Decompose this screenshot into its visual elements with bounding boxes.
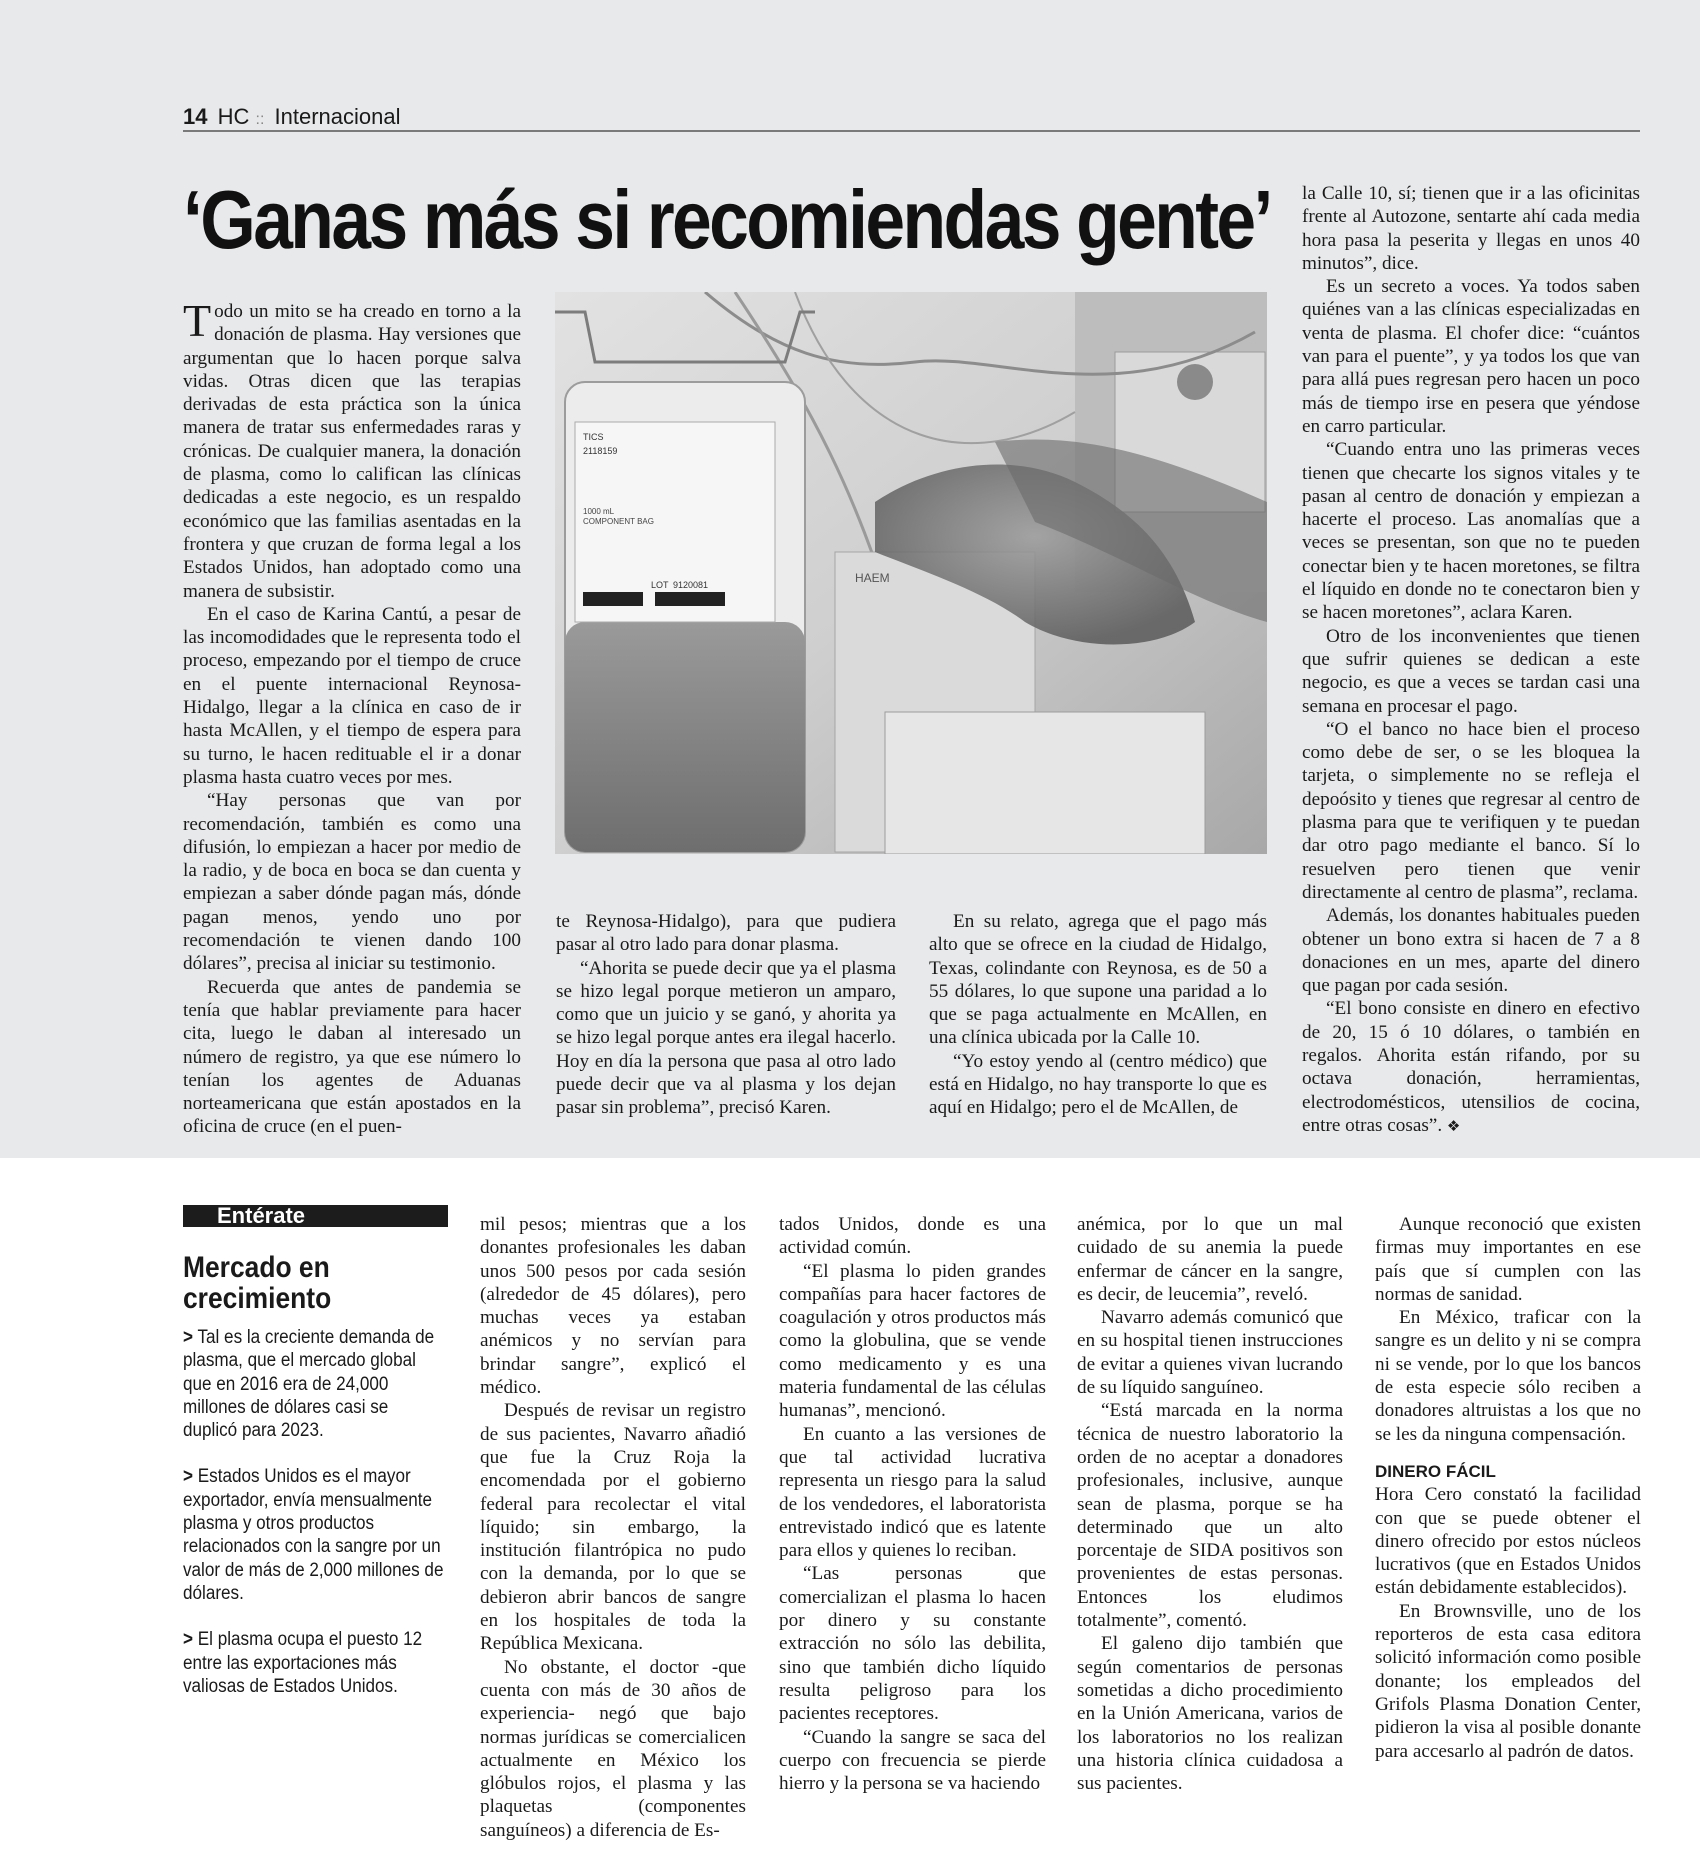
sidebar-item bbox=[183, 1465, 444, 1605]
lead-paragraph bbox=[183, 295, 521, 603]
paragraph: En cuanto a las versiones de que tal actividad lucrativa representa un riesgo para la salud de los vendedores, el laboratorista entrevistado indicó que es latente para ellos y quienes lo reciban. bbox=[779, 1423, 1046, 1562]
bag-brand-label: TICS bbox=[583, 432, 604, 442]
paragraph: “O el banco no hace bien el proceso como debe de ser, o se les bloquea la tarjeta, o simplemente no se refleja el depoósito y tienes que regresar al centro de plasma para que te verifiquen y te puedan dar otro pago mediante el banco. Sí lo resuelven pero tienen que venir directamente al centro de plasma”, reclama. bbox=[1302, 718, 1640, 903]
article-photo bbox=[555, 292, 1267, 854]
drop-cap: T bbox=[183, 295, 212, 346]
plasma-bag-photo bbox=[555, 292, 1267, 854]
paragraph: Aunque reconoció que existen firmas muy importantes en ese país que sí cumplen con las normas de sanidad. bbox=[1375, 1214, 1641, 1305]
bag-code-label: 2118159 bbox=[583, 446, 618, 456]
paragraph: Después de revisar un registro de sus pacientes, Navarro añadió que fue la Cruz Roja la encomendada por el gobierno federal para recolectar el vital líquido; sin embargo, la institución filantrópica no pudo con la demanda, por lo que se debieron abrir bancos de sangre en los hospitales de toda la República Mexicana. bbox=[480, 1400, 746, 1655]
machine-label: HAEM bbox=[855, 571, 890, 585]
end-mark-icon: ❖ bbox=[1446, 1116, 1461, 1135]
paragraph: anémica, por lo que un mal cuidado de su anemia la puede enfermar de cáncer en la sangre, es decir, de leucemia”, reveló. bbox=[1077, 1214, 1343, 1305]
bag-type-label: COMPONENT BAG bbox=[583, 517, 654, 526]
bag-volume-label: 1000 mL bbox=[583, 507, 615, 516]
article-column-2 bbox=[556, 910, 896, 1120]
bottom-column-1 bbox=[480, 1213, 746, 1842]
paragraph: Recuerda que antes de pandemia se tenía que hablar previamente para hacer cita, luego le daban al interesado un número de registro, ya que ese número lo tenían los agentes de Aduanas norteamericana que están apostados en la oficina de cruce (en el puen- bbox=[183, 976, 521, 1138]
lot-number: 9120081 bbox=[673, 580, 709, 590]
sidebar-title: Mercado en crecimiento bbox=[183, 1251, 332, 1315]
page-header bbox=[183, 104, 1640, 132]
paragraph bbox=[1302, 997, 1640, 1138]
sidebar-item bbox=[183, 1628, 444, 1698]
brand-separator: :: bbox=[255, 111, 265, 128]
paragraph: “El plasma lo piden grandes compañías para hacer factores de coagulación y otros productos más como la globulina, que se vende como medicamento y es una materia fundamental de las células humanas”, mencionó. bbox=[779, 1260, 1046, 1422]
sidebar-tag-label: Entérate bbox=[217, 1203, 306, 1228]
paragraph: En el caso de Karina Cantú, a pesar de las incomodidades que le representa todo el proceso, empezando por el tiempo de cruce en el puente internacional Reynosa-Hidalgo, llegar a la clínica en caso de ir hasta McAllen, y el tiempo de espera para su turno, le hacen redituable el ir a donar plasma hasta cuatro veces por mes. bbox=[183, 603, 521, 788]
publication-brand: HC bbox=[217, 104, 250, 129]
bottom-column-3 bbox=[1077, 1213, 1343, 1795]
paragraph: la Calle 10, sí; tienen que ir a las oficinitas frente al Autozone, sentarte ahí cada media hora pasa la peserita y llegas en unos 40 minutos”, dice. bbox=[1302, 183, 1640, 274]
paragraph: El galeno dijo también que según comentarios de personas sometidas a dicho procedimiento en la Unión Americana, varios de los laboratorios no los realizan una historia clínica cuidadosa a sus pacientes. bbox=[1077, 1633, 1343, 1795]
article-column-4 bbox=[1302, 182, 1640, 1138]
sidebar-tag bbox=[183, 1205, 448, 1227]
paragraph: En Brownsville, uno de los reporteros de esta casa editora solicitó información como posible donante; los empleados del Grifols Plasma Donation Center, pidieron la visa al posible donante para accesarlo al padrón de datos. bbox=[1375, 1600, 1641, 1762]
article-headline: ‘Ganas más si recomiendas gente’ bbox=[183, 173, 1271, 266]
sidebar-item-text: Tal es la creciente demanda de plasma, que el mercado global que en 2016 era de 24,000 millones de dólares casi se duplicó para 2023. bbox=[183, 1327, 435, 1442]
sidebar-item bbox=[183, 1326, 444, 1442]
bottom-column-2 bbox=[779, 1213, 1046, 1795]
paragraph: tados Unidos, donde es una actividad común. bbox=[779, 1214, 1046, 1259]
paragraph: No obstante, el doctor -que cuenta con más de 30 años de experiencia- negó que bajo normas jurídicas se comercialicen actualmente en México los glóbulos rojos, el plasma y las plaquetas (componentes sanguíneos) a diferencia de Es- bbox=[480, 1656, 746, 1841]
page-number: 14 bbox=[183, 104, 208, 129]
paragraph: mil pesos; mientras que a los donantes profesionales les daban unos 500 pesos por cada sesión (alrededor de 45 dólares), pero muchas veces ya estaban anémicos y no servían para brindar sangre”, explicó el médico. bbox=[480, 1214, 746, 1399]
paragraph: te Reynosa-Hidalgo), para que pudiera pasar al otro lado para donar plasma. bbox=[556, 911, 896, 956]
paragraph: “Cuando la sangre se saca del cuerpo con frecuencia se pierde hierro y la persona se va haciendo bbox=[779, 1726, 1046, 1795]
paragraph: “Está marcada en la norma técnica de nuestro laboratorio la orden de no aceptar a donadores profesionales, inclusive, aunque sean de plasma, porque se ha determinado que un alto porcentaje de SIDA positivos son provenientes de estas personas. Entonces los eludimos totalmente”, comentó. bbox=[1077, 1400, 1343, 1632]
paragraph: Además, los donantes habituales pueden obtener un bono extra si hacen de 7 a 8 donaciones en un mes, aparte del dinero que pagan por cada sesión. bbox=[1302, 905, 1640, 997]
paragraph: “Ahorita se puede decir que ya el plasma se hizo legal porque metieron un amparo, como que un juicio y se ganó, y ahorita ya se hizo legal porque antes era ilegal hacerlo. Hoy en día la persona que pasa al otro lado puede decir que va al plasma y los dejan pasar sin problema”, precisó Karen. bbox=[556, 957, 896, 1119]
sidebar-item-text: El plasma ocupa el puesto 12 entre las exportaciones más valiosas de Estados Unidos. bbox=[183, 1629, 423, 1697]
paragraph: “Cuando entra uno las primeras veces tienen que checarte los signos vitales y te pasan al centro de donación y empiezan a hacerte el proceso. Las anomalías que a veces se presentan, son que no te pueden conectar bien y te hacen moretones, se filtra el líquido en donde no te conectaron bien y se hacen moretones”, aclara Karen. bbox=[1302, 439, 1640, 624]
sidebar-body bbox=[183, 1326, 443, 1721]
paragraph: Hora Cero constató la facilidad con que se puede obtener el dinero ofrecido por estos núcleos lucrativos (que en Estados Unidos están debidamente establecidos). bbox=[1375, 1484, 1641, 1599]
closing-text: “El bono consiste en dinero en efectivo de 20, 15 ó 10 dólares, o también en regalos. Ahorita están rifando, por su octava donación, herramientas, electrodomésticos, utensilios de cocina, entre otras cosas”. bbox=[1302, 998, 1640, 1136]
section-name: Internacional bbox=[274, 104, 401, 129]
article-column-3 bbox=[929, 910, 1267, 1120]
sidebar-item-text: Estados Unidos es el mayor exportador, envía mensualmente plasma y otros productos relacionados con la sangre por un valor de más de 2,000 millones de dólares. bbox=[183, 1466, 444, 1604]
bottom-column-4 bbox=[1375, 1213, 1641, 1763]
article-column-1 bbox=[183, 295, 521, 1139]
paragraph: En su relato, agrega que el pago más alto que se ofrece en la ciudad de Hidalgo, Texas, colindante con Reynosa, es de 50 a 55 dólares, lo que supone una paridad a lo que se paga actualmente en McAllen, en una clínica ubicada por la Calle 10. bbox=[929, 911, 1267, 1049]
paragraph: En México, traficar con la sangre es un delito y ni se compra ni se vende, por lo que los bancos de esta especie sólo reciben a donadores altruistas a los que no se les da ninguna compensación. bbox=[1375, 1307, 1641, 1445]
paragraph: Navarro además comunicó que en su hospital tienen instrucciones de evitar a quienes vivan lucrando de su líquido sanguíneo. bbox=[1077, 1307, 1343, 1399]
bullet-icon: > bbox=[183, 1629, 193, 1651]
lead-text: odo un mito se ha creado en torno a la donación de plasma. Hay versiones que argumentan que lo hacen porque salva vidas. Otras dicen que las terapias derivadas de esta práctica son la única manera de tratar sus enfermedades raras y crónicas. De cualquier manera, la donación de plasma, como lo califican las clínicas dedicadas a este negocio, es un respaldo económico que las familias asentadas en la frontera y que cruzan de forma legal a los Estados Unidos, han adoptado como una manera de subsistir. bbox=[183, 301, 521, 602]
bullet-icon: > bbox=[183, 1466, 193, 1488]
paragraph: “Yo estoy yendo al (centro médico) que está en Hidalgo, no hay transporte lo que es aquí en Hidalgo; pero el de McAllen, de bbox=[929, 1050, 1267, 1119]
paragraph: “Hay personas que van por recomendación, también es como una difusión, lo empiezan a hacer por medio de la radio, y de boca en boca se dan cuenta y empiezan a saber dónde pagan más, dónde pagan menos, yendo uno por recomendación te vienen dando 100 dólares”, precisa al iniciar su testimonio. bbox=[183, 790, 521, 975]
subheading: DINERO FÁCIL bbox=[1375, 1461, 1496, 1481]
paragraph: “Las personas que comercializan el plasma lo hacen por dinero y su constante extracción no sólo las debilita, sino que también dicho líquido resulta peligroso para los pacientes receptores. bbox=[779, 1563, 1046, 1725]
lot-label: LOT bbox=[651, 580, 669, 590]
bullet-icon: > bbox=[183, 1327, 193, 1348]
paragraph: Es un secreto a voces. Ya todos saben quiénes van a las clínicas especializadas en venta de plasma. El chofer dice: “cuántos van para el puente”, y ya todos los que van para allá pues regresan pero hacen un poco más de tiempo irse en pesera que yéndose en carro particular. bbox=[1302, 276, 1640, 437]
paragraph: Otro de los inconvenientes que tienen que sufrir quienes se dedican a este negocio, es que a veces se tardan casi una semana en procesar el pago. bbox=[1302, 625, 1640, 717]
